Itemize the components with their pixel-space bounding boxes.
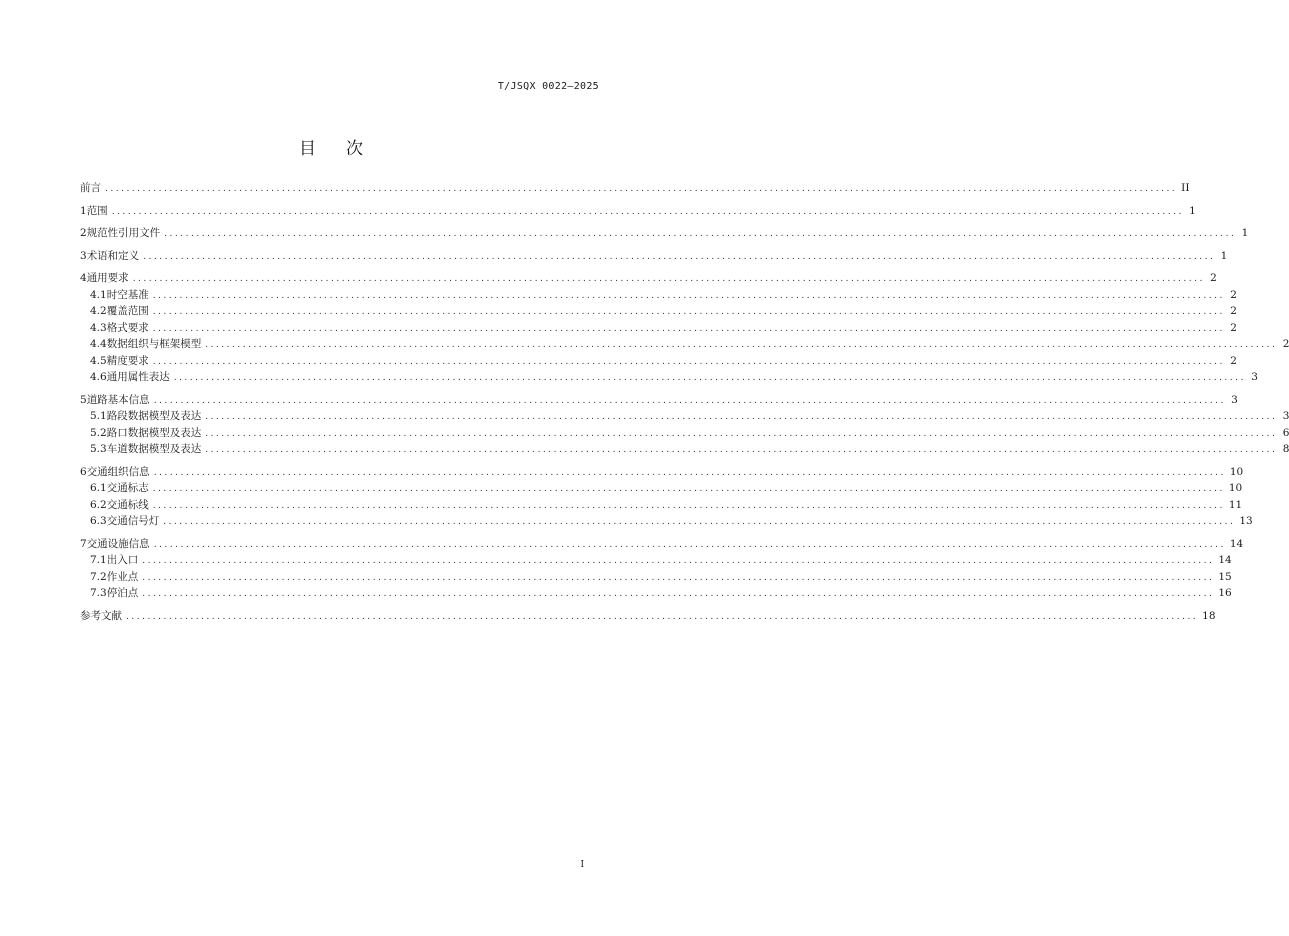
toc-entry-title: 作业点 — [106, 570, 139, 583]
toc-entry-number: 4.1 — [90, 288, 107, 301]
toc-entry-title: 交通组织信息 — [86, 465, 150, 478]
toc-dot-leader: ........................................................................................................................................................................................................ — [142, 556, 1215, 566]
toc-entry[interactable] — [80, 552, 1232, 569]
toc-dot-leader: ........................................................................................................................................................................................................ — [152, 323, 1225, 334]
toc-entry-title: 车道数据模型及表达 — [106, 443, 202, 455]
toc-dot-leader: ........................................................................................................................................................................................................ — [105, 184, 1178, 194]
toc-entry-page: 14 — [1218, 554, 1232, 566]
toc-entry[interactable] — [80, 270, 1217, 287]
toc-dot-leader: ........................................................................................................................................................................................................ — [132, 274, 1205, 284]
toc-dot-leader: ........................................................................................................................................................................................................ — [152, 500, 1225, 511]
toc-dot-leader: ........................................................................................................................................................................................................ — [205, 428, 1278, 439]
table-of-contents — [80, 180, 1289, 624]
toc-entry-page: 11 — [1228, 498, 1243, 511]
toc-entry-number: 4.2 — [90, 305, 107, 317]
toc-entry[interactable] — [80, 569, 1232, 586]
page-number: I — [580, 860, 584, 870]
toc-entry-page: 18 — [1202, 609, 1216, 622]
toc-dot-leader: ........................................................................................................................................................................................................ — [152, 307, 1225, 317]
toc-entry-title: 时空基准 — [106, 288, 149, 301]
toc-entry-number: 7 — [80, 537, 87, 550]
toc-entry-number: 5.3 — [90, 443, 107, 455]
toc-entry[interactable] — [80, 203, 1196, 220]
toc-entry-title: 精度要求 — [106, 354, 149, 367]
toc-entry-title: 规范性引用文件 — [86, 227, 161, 239]
toc-dot-leader: ........................................................................................................................................................................................................ — [164, 229, 1237, 239]
toc-entry[interactable] — [80, 408, 1289, 425]
toc-entry-title: 道路基本信息 — [86, 393, 150, 406]
toc-entry[interactable] — [80, 608, 1216, 625]
toc-entry-title: 交通标志 — [106, 482, 149, 494]
toc-entry-page: 16 — [1218, 587, 1232, 599]
toc-entry-page: 10 — [1228, 482, 1243, 494]
toc-entry-title: 参考文献 — [80, 609, 122, 622]
toc-entry-title: 出入口 — [106, 554, 139, 566]
toc-entry[interactable] — [80, 441, 1289, 458]
toc-entry[interactable] — [80, 320, 1237, 337]
toc-entry[interactable] — [80, 353, 1237, 370]
toc-entry-title: 范围 — [86, 204, 108, 217]
toc-dot-leader: ........................................................................................................................................................................................................ — [153, 467, 1226, 478]
toc-entry-page: 2 — [1282, 338, 1289, 350]
document-code: T/JSQX 0022—2025 — [497, 81, 599, 92]
toc-entry[interactable] — [80, 369, 1258, 386]
toc-title: 目次 — [299, 139, 393, 159]
toc-entry-title: 数据组织与框架模型 — [106, 338, 202, 350]
toc-dot-leader: ........................................................................................................................................................................................................ — [153, 395, 1226, 406]
toc-entry-number: 5 — [80, 393, 87, 406]
toc-entry[interactable] — [80, 248, 1228, 265]
toc-dot-leader: ........................................................................................................................................................................................................ — [126, 611, 1199, 622]
toc-entry[interactable] — [80, 392, 1238, 409]
toc-entry-number: 7.3 — [90, 587, 107, 599]
toc-entry-page: 6 — [1282, 426, 1289, 439]
toc-entry-page: 3 — [1231, 393, 1238, 406]
toc-entry[interactable] — [80, 303, 1237, 320]
toc-entry[interactable] — [80, 225, 1249, 242]
toc-entry-number: 5.1 — [90, 410, 107, 422]
toc-entry-page: 3 — [1251, 371, 1258, 383]
toc-entry[interactable] — [80, 513, 1253, 530]
toc-entry-number: 4.3 — [90, 321, 107, 334]
toc-dot-leader: ........................................................................................................................................................................................................ — [163, 517, 1236, 527]
toc-entry-number: 6.1 — [90, 482, 107, 494]
toc-dot-leader: ........................................................................................................................................................................................................ — [142, 572, 1215, 583]
toc-dot-leader: ........................................................................................................................................................................................................ — [111, 206, 1184, 217]
toc-entry-page: 10 — [1229, 465, 1244, 478]
toc-entry-title: 通用要求 — [86, 272, 129, 284]
toc-entry-title: 交通信号灯 — [106, 515, 160, 527]
toc-entry-number: 6.2 — [90, 498, 107, 511]
toc-entry-page: 15 — [1218, 570, 1232, 583]
toc-entry-page: II — [1181, 182, 1190, 194]
toc-entry-number: 4.4 — [90, 338, 107, 350]
toc-entry-number: 4.5 — [90, 354, 107, 367]
toc-entry-title: 路段数据模型及表达 — [106, 410, 202, 422]
toc-entry-title: 术语和定义 — [86, 249, 140, 262]
toc-entry[interactable] — [80, 287, 1237, 304]
toc-dot-leader: ........................................................................................................................................................................................................ — [152, 290, 1225, 301]
toc-entry-title: 交通设施信息 — [86, 537, 150, 550]
toc-entry-page: 13 — [1239, 515, 1253, 527]
toc-entry-page: 14 — [1229, 537, 1244, 550]
toc-entry-page: 3 — [1282, 410, 1289, 422]
toc-entry-page: 1 — [1241, 227, 1249, 239]
toc-entry-number: 4 — [80, 272, 87, 284]
toc-entry-page: 1 — [1220, 249, 1228, 262]
toc-dot-leader: ........................................................................................................................................................................................................ — [152, 356, 1225, 367]
toc-entry-number: 7.1 — [90, 554, 107, 566]
toc-entry-number: 3 — [80, 249, 87, 262]
toc-entry-number: 1 — [80, 204, 87, 217]
toc-entry-title: 格式要求 — [106, 321, 149, 334]
toc-dot-leader: ........................................................................................................................................................................................................ — [173, 373, 1246, 383]
toc-dot-leader: ........................................................................................................................................................................................................ — [205, 445, 1278, 455]
toc-entry-number: 6.3 — [90, 515, 107, 527]
toc-entry[interactable] — [80, 336, 1289, 353]
toc-entry-page: 2 — [1230, 288, 1237, 301]
toc-entry-number: 5.2 — [90, 426, 107, 439]
toc-entry[interactable] — [80, 536, 1244, 553]
toc-entry-page: 2 — [1230, 305, 1237, 317]
toc-entry-number: 7.2 — [90, 570, 107, 583]
toc-entry[interactable] — [80, 497, 1243, 514]
toc-dot-leader: ........................................................................................................................................................................................................ — [153, 539, 1226, 550]
toc-entry-title: 通用属性表达 — [106, 371, 170, 383]
toc-entry-title: 停泊点 — [106, 587, 139, 599]
toc-dot-leader: ........................................................................................................................................................................................................ — [152, 484, 1225, 494]
toc-dot-leader: ........................................................................................................................................................................................................ — [205, 412, 1278, 422]
toc-entry[interactable] — [80, 480, 1243, 497]
toc-entry-page: 2 — [1210, 272, 1217, 284]
toc-entry-title: 前言 — [80, 182, 101, 194]
toc-entry-number: 4.6 — [90, 371, 107, 383]
toc-entry-title: 路口数据模型及表达 — [106, 426, 202, 439]
toc-entry[interactable] — [80, 464, 1244, 481]
toc-entry[interactable] — [80, 585, 1232, 602]
toc-entry-page: 1 — [1189, 204, 1196, 217]
toc-dot-leader: ........................................................................................................................................................................................................ — [142, 589, 1215, 599]
toc-entry-number: 2 — [80, 227, 87, 239]
toc-entry-page: 2 — [1230, 321, 1237, 334]
toc-entry-page: 8 — [1282, 443, 1289, 455]
toc-entry-number: 6 — [80, 465, 87, 478]
toc-dot-leader: ........................................................................................................................................................................................................ — [143, 251, 1216, 262]
toc-entry-title: 交通标线 — [106, 498, 149, 511]
toc-entry[interactable] — [80, 180, 1190, 197]
toc-dot-leader: ........................................................................................................................................................................................................ — [205, 340, 1278, 350]
toc-entry-page: 2 — [1230, 354, 1237, 367]
toc-entry[interactable] — [80, 425, 1289, 442]
toc-entry-title: 覆盖范围 — [106, 305, 149, 317]
